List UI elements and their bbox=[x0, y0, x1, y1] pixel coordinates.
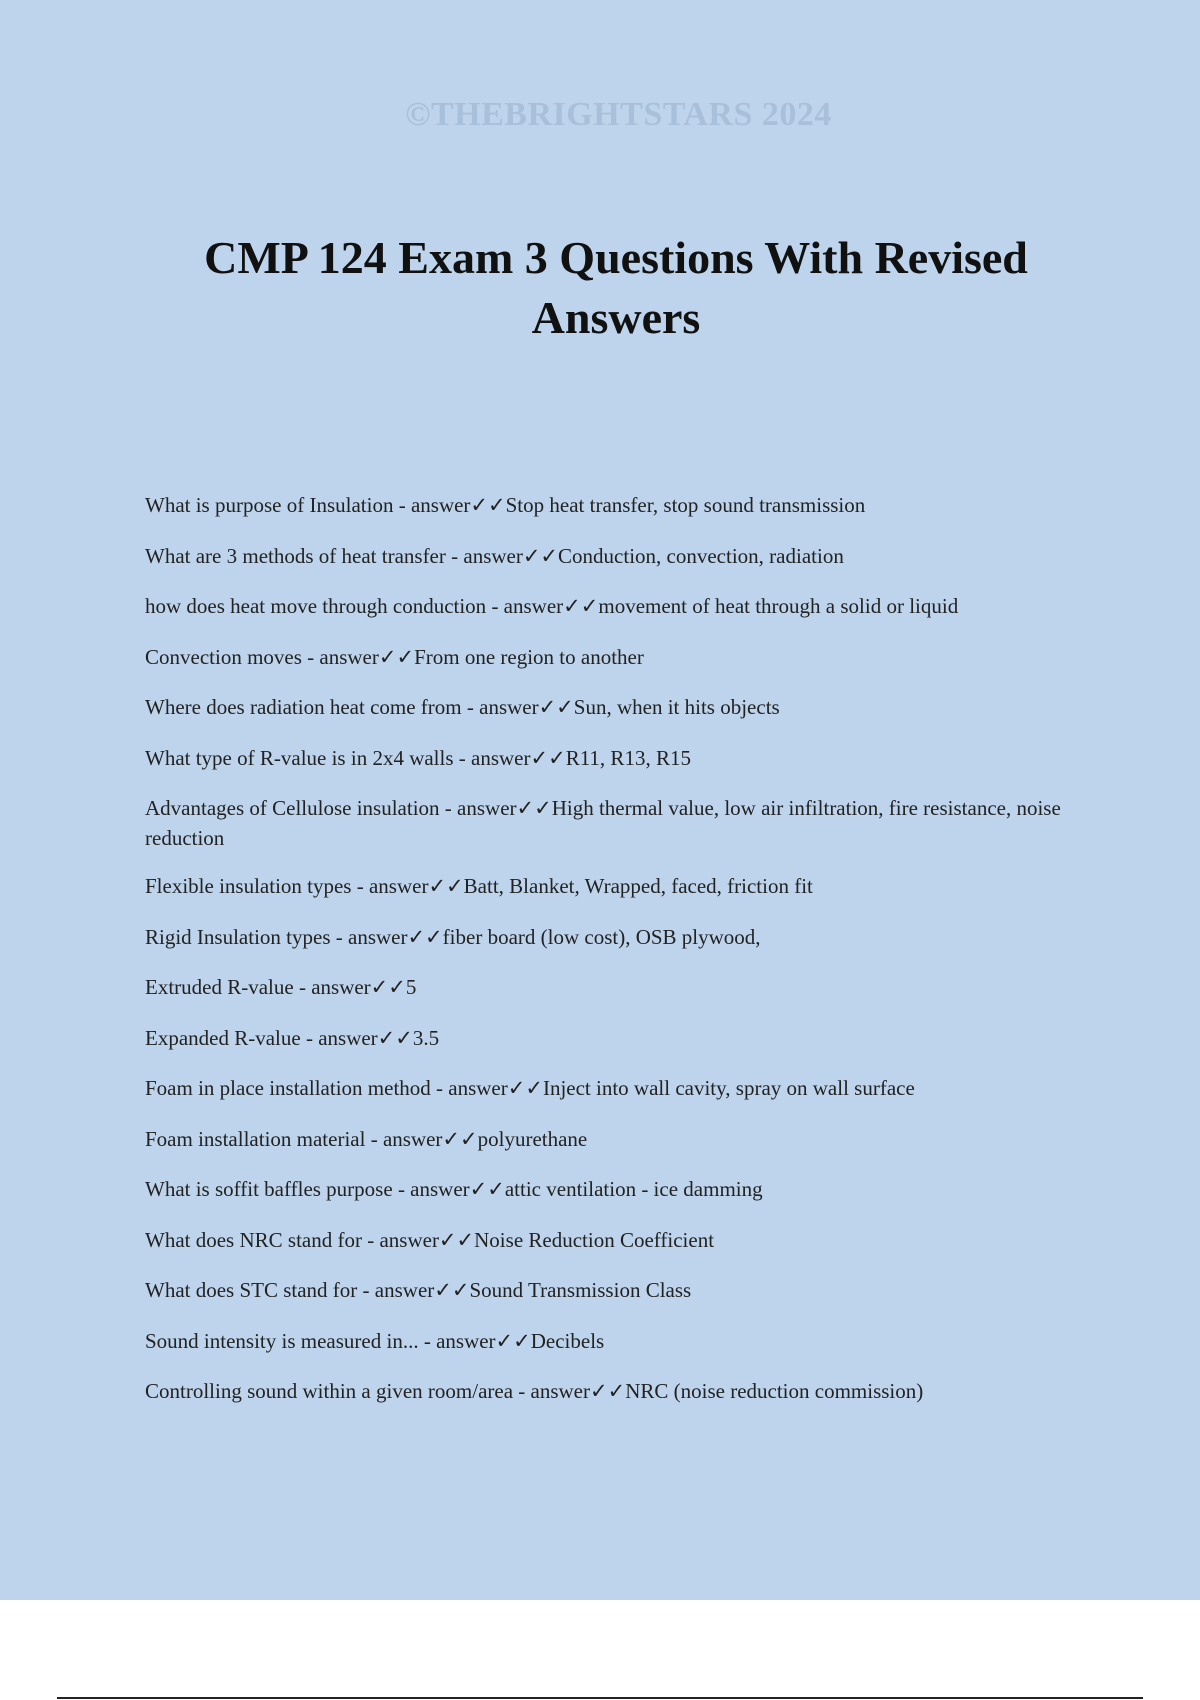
qa-separator: - answer✓✓ bbox=[300, 1025, 413, 1050]
qa-item bbox=[145, 541, 1085, 571]
qa-question: What are 3 methods of heat transfer bbox=[145, 543, 446, 568]
qa-question: Controlling sound within a given room/area bbox=[145, 1379, 514, 1403]
qa-question: What does STC stand for bbox=[145, 1278, 358, 1302]
qa-item bbox=[145, 692, 1085, 722]
qa-answer: From one region to another bbox=[414, 644, 644, 669]
qa-answer: Sun, when it hits objects bbox=[573, 695, 780, 719]
qa-separator: - answer✓✓ bbox=[392, 1177, 505, 1201]
qa-item bbox=[145, 1376, 1085, 1406]
qa-item bbox=[145, 591, 1085, 621]
qa-item bbox=[145, 1326, 1085, 1356]
qa-item bbox=[145, 793, 1085, 853]
qa-item bbox=[145, 490, 1085, 520]
qa-question: how does heat move through conduction bbox=[145, 594, 487, 618]
qa-answer: Noise Reduction Coefficient bbox=[474, 1227, 715, 1252]
qa-separator: - answer✓✓ bbox=[330, 924, 443, 949]
qa-separator: - answer✓✓ bbox=[453, 745, 566, 770]
qa-question: Sound intensity is measured in... bbox=[145, 1328, 419, 1353]
qa-answer: Conduction, convection, radiation bbox=[558, 543, 844, 568]
qa-question: Convection moves bbox=[145, 644, 302, 669]
qa-item bbox=[145, 642, 1085, 672]
qa-question: Foam installation material bbox=[145, 1126, 366, 1151]
qa-item bbox=[145, 1174, 1085, 1204]
qa-question: What is soffit baffles purpose bbox=[145, 1177, 393, 1201]
qa-answer: attic ventilation - ice damming bbox=[504, 1177, 763, 1201]
qa-item bbox=[145, 1225, 1085, 1255]
qa-item bbox=[145, 972, 1085, 1002]
qa-separator: - answer✓✓ bbox=[439, 796, 552, 820]
qa-answer: 3.5 bbox=[412, 1025, 440, 1050]
qa-separator: - answer✓✓ bbox=[445, 543, 559, 568]
qa-answer: Sound Transmission Class bbox=[469, 1278, 692, 1302]
qa-answer: Batt, Blanket, Wrapped, faced, friction fit bbox=[463, 874, 813, 898]
qa-item bbox=[145, 1073, 1085, 1103]
qa-item bbox=[145, 743, 1085, 773]
qa-answer: Decibels bbox=[530, 1328, 605, 1353]
document-title: CMP 124 Exam 3 Questions With Revised Answers bbox=[204, 232, 1028, 343]
qa-separator: - answer✓✓ bbox=[365, 1126, 478, 1151]
qa-answer: High thermal value, low air infiltration, fire resistance, noise reduction bbox=[145, 796, 1061, 850]
qa-item bbox=[145, 1275, 1085, 1305]
qa-separator: - answer✓✓ bbox=[361, 1227, 475, 1252]
qa-separator: - answer✓✓ bbox=[301, 644, 415, 669]
qa-question: Advantages of Cellulose insulation bbox=[145, 796, 440, 820]
qa-answer: 5 bbox=[405, 975, 417, 999]
qa-separator: - answer✓✓ bbox=[293, 975, 406, 999]
qa-separator: - answer✓✓ bbox=[513, 1379, 626, 1403]
qa-item bbox=[145, 1124, 1085, 1154]
qa-answer: Inject into wall cavity, spray on wall surface bbox=[542, 1076, 915, 1100]
qa-question: Flexible insulation types bbox=[145, 874, 352, 898]
footer-rule bbox=[57, 1697, 1143, 1699]
qa-answer: R11, R13, R15 bbox=[565, 745, 691, 770]
qa-answer: movement of heat through a solid or liquid bbox=[598, 594, 959, 618]
qa-question: Foam in place installation method bbox=[145, 1076, 431, 1100]
qa-item bbox=[145, 922, 1085, 952]
qa-list bbox=[145, 490, 1085, 1427]
qa-answer: Stop heat transfer, stop sound transmission bbox=[505, 493, 866, 517]
qa-question: What type of R-value is in 2x4 walls bbox=[145, 745, 454, 770]
qa-question: Expanded R-value bbox=[145, 1025, 301, 1050]
qa-answer: polyurethane bbox=[477, 1126, 588, 1151]
qa-answer: NRC (noise reduction commission) bbox=[625, 1379, 924, 1403]
qa-separator: - answer✓✓ bbox=[393, 493, 506, 517]
qa-separator: - answer✓✓ bbox=[351, 874, 464, 898]
qa-item bbox=[145, 871, 1085, 901]
qa-question: What is purpose of Insulation bbox=[145, 493, 394, 517]
qa-question: Rigid Insulation types bbox=[145, 924, 331, 949]
qa-separator: - answer✓✓ bbox=[357, 1278, 470, 1302]
qa-separator: - answer✓✓ bbox=[430, 1076, 543, 1100]
qa-separator: - answer✓✓ bbox=[461, 695, 574, 719]
qa-question: Extruded R-value bbox=[145, 975, 294, 999]
qa-separator: - answer✓✓ bbox=[486, 594, 599, 618]
qa-question: What does NRC stand for bbox=[145, 1227, 362, 1252]
qa-separator: - answer✓✓ bbox=[418, 1328, 531, 1353]
qa-answer: fiber board (low cost), OSB plywood, bbox=[442, 924, 761, 949]
qa-item bbox=[145, 1023, 1085, 1053]
watermark: ©THEBRIGHTSTARS 2024 bbox=[405, 96, 832, 133]
qa-question: Where does radiation heat come from bbox=[145, 695, 462, 719]
